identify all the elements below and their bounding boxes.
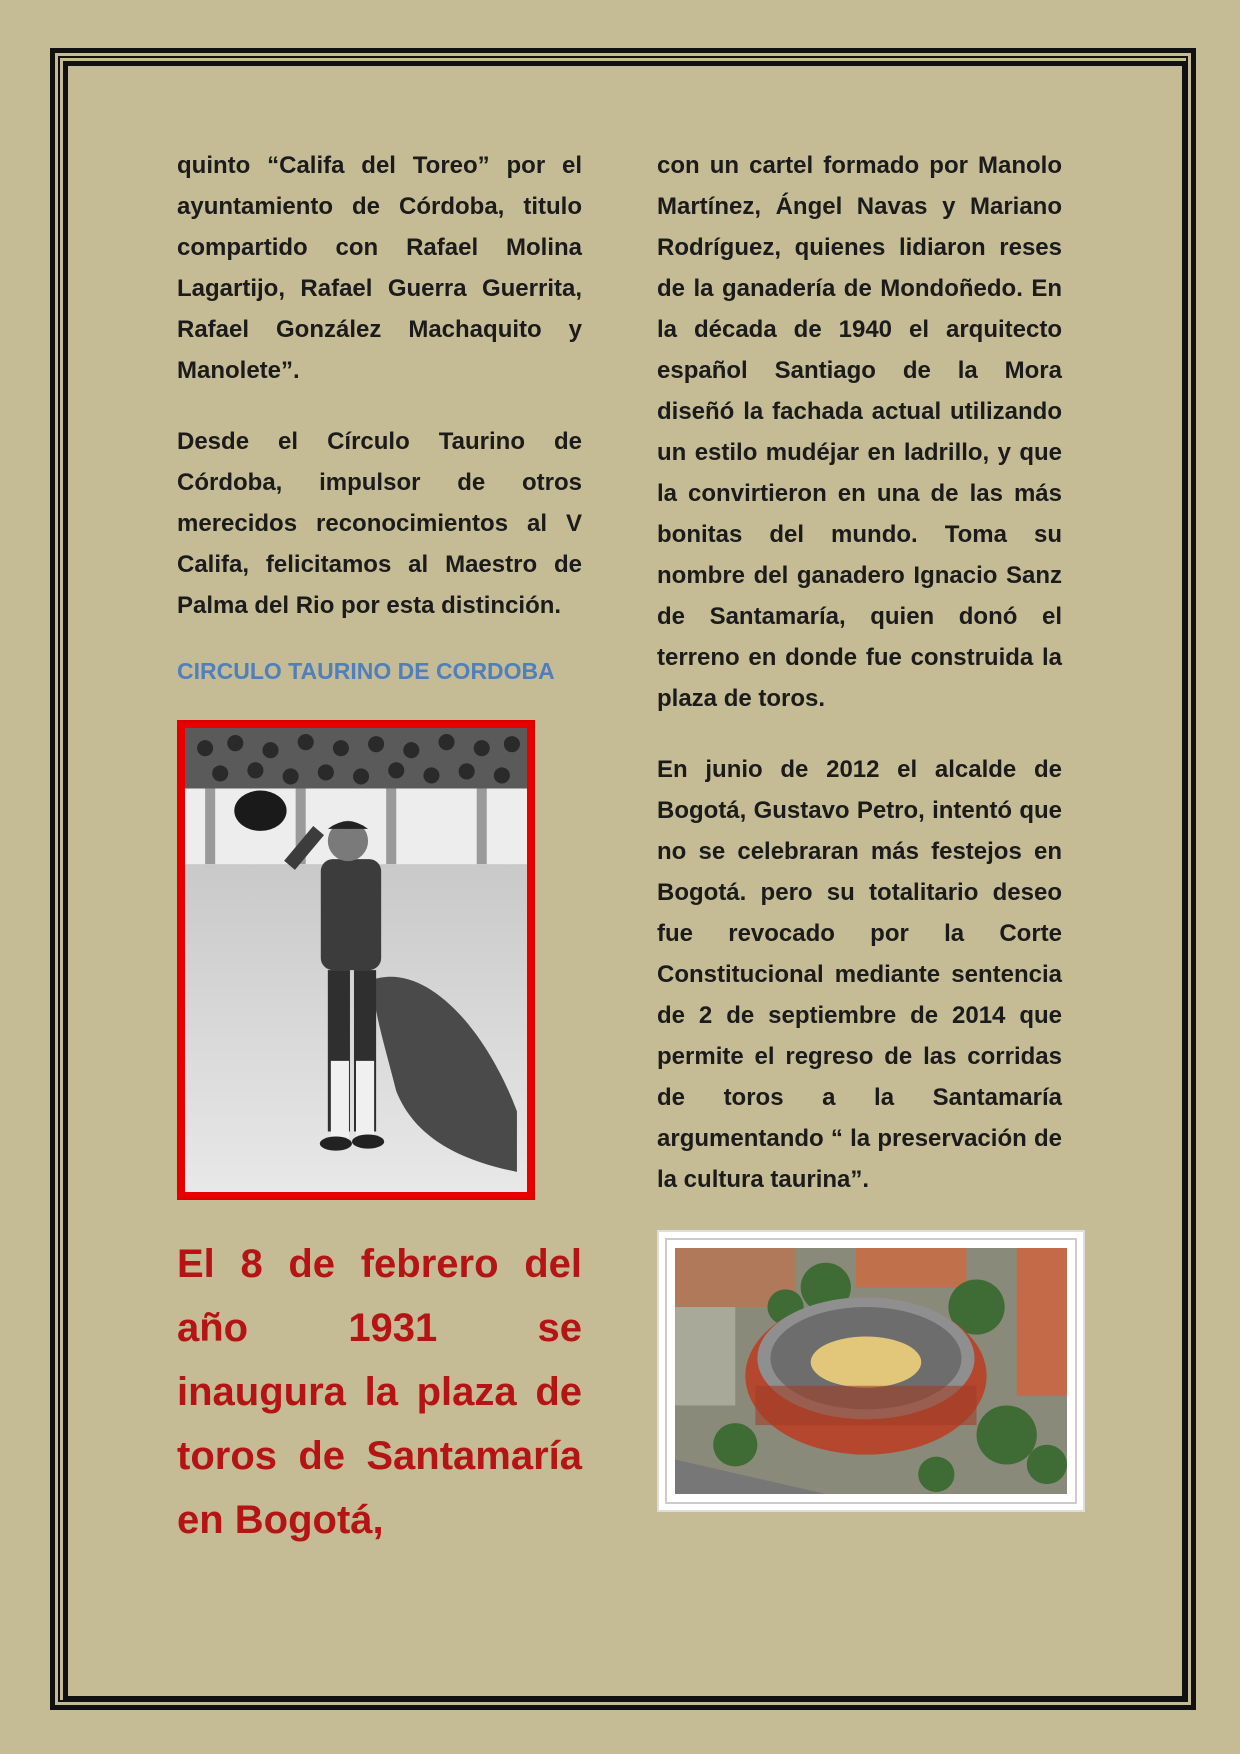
torero-photo-image	[185, 728, 527, 1192]
paragraph-circulo-taurino: Desde el Círculo Taurino de Córdoba, impulsor de otros merecidos reconocimientos al V Califa, felicitamos al Maestro de Palma del Rio por esta distinción.	[177, 428, 582, 619]
paragraph-petro-corte: En junio de 2012 el alcalde de Bogotá, Gustavo Petro, intentó que no se celebraran más festejos en Bogotá. pero su totalitario deseo fue revocado por la Corte Constitucional mediante sentencia de 2 de septiembre de 2014 que permite el regreso de las corridas de toros a la Santamaría argumentando “ la preservación de la cultura taurina”.	[657, 756, 1062, 1193]
left-column	[177, 145, 582, 1552]
paragraph-califa: quinto “Califa del Toreo” por el ayuntamiento de Córdoba, titulo compartido con Rafael Molina Lagartijo, Rafael Guerra Guerrita, Rafael González Machaquito y Manolete”.	[177, 152, 582, 384]
torero-photo	[177, 720, 535, 1200]
plaza-santamaria-image	[675, 1248, 1067, 1494]
paragraph-cartel-inaugural: con un cartel formado por Manolo Martínez, Ángel Navas y Mariano Rodríguez, quienes lidiaron reses de la ganadería de Mondoñedo. En la década de 1940 el arquitecto español Santiago de la Mora diseñó la fachada actual utilizando un estilo mudéjar en ladrillo, y que la convirtieron en una de las más bonitas del mundo. Toma su nombre del ganadero Ignacio Sanz de Santamaría, quien donó el terreno en donde fue construida la plaza de toros.	[657, 152, 1062, 712]
headline-inauguracion: El 8 de febrero del año 1931 se inaugura la plaza de toros de Santamaría en Bogotá,	[177, 1242, 582, 1542]
right-column	[657, 145, 1062, 1512]
signature-circulo-taurino: CIRCULO TAURINO DE CORDOBA	[177, 658, 555, 684]
plaza-photo-inner-frame	[665, 1238, 1077, 1504]
plaza-photo	[657, 1230, 1085, 1512]
